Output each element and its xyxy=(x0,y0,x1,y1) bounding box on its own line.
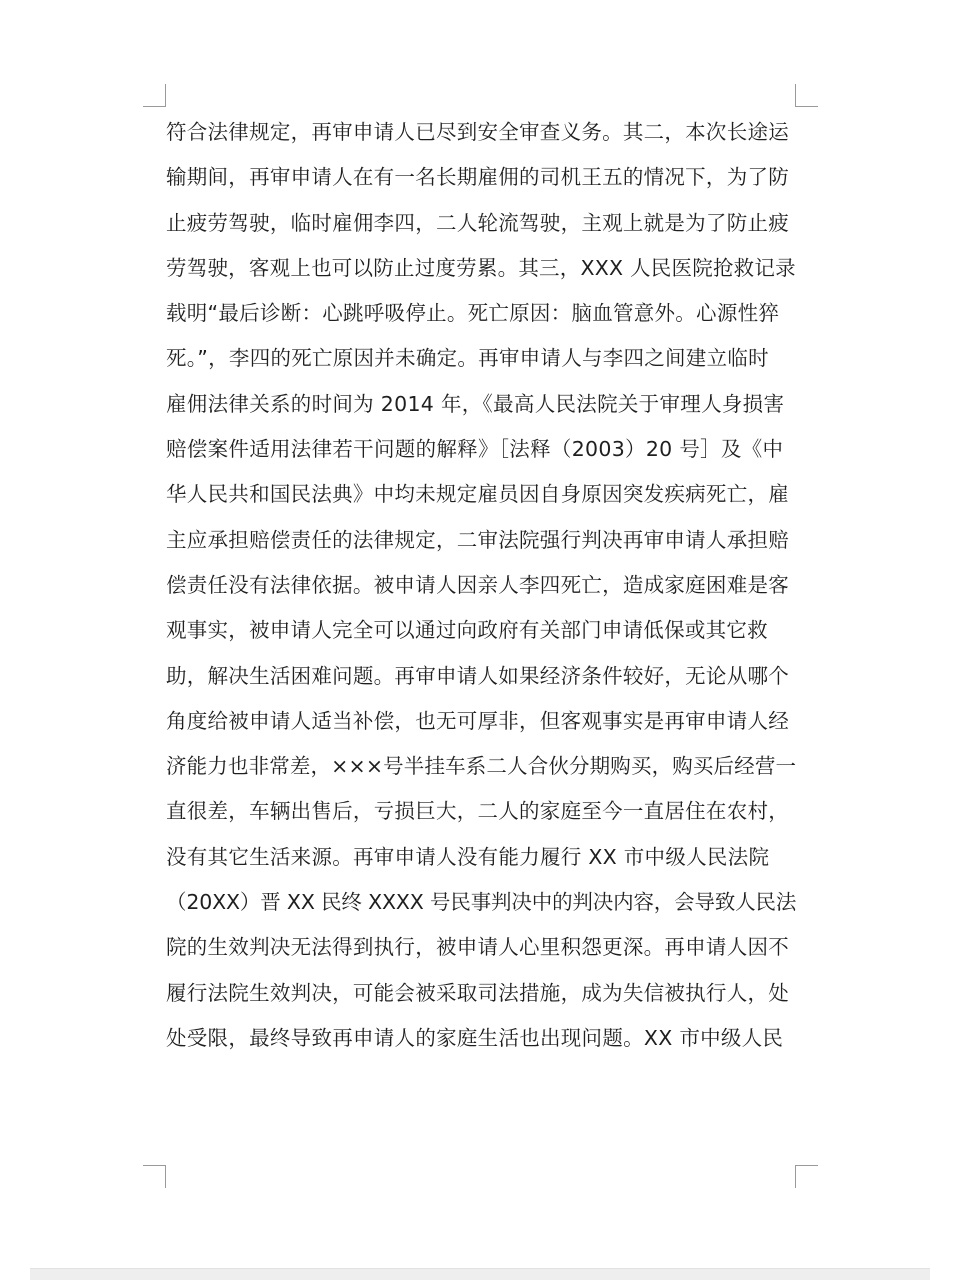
crop-mark-bottom-right xyxy=(795,1165,818,1188)
text-line: 载明“最后诊断：心跳呼吸停止。死亡原因：脑血管意外。心源性猝 xyxy=(166,301,780,326)
text-line: 直很差，车辆出售后，亏损巨大，二人的家庭至今一直居住在农村， xyxy=(166,799,789,824)
crop-mark-top-right xyxy=(795,84,818,107)
text-line: 助，解决生活困难问题。再审申请人如果经济条件较好，无论从哪个 xyxy=(166,663,789,688)
text-line: 济能力也非常差，×××号半挂车系二人合伙分期购买，购买后经营一 xyxy=(166,754,797,779)
text-line: 雇佣法律关系的时间为 2014 年，《最高人民法院关于审理人身损害 xyxy=(166,391,785,416)
text-line: 输期间，再审申请人在有一名长期雇佣的司机王五的情况下，为了防 xyxy=(166,165,789,190)
text-line: 符合法律规定，再审申请人已尽到安全审查义务。其二，本次长途运 xyxy=(166,120,789,144)
page-separator-bar xyxy=(30,1268,930,1280)
text-line: 止疲劳驾驶，临时雇佣李四，二人轮流驾驶，主观上就是为了防止疲 xyxy=(166,210,789,235)
text-line: 履行法院生效判决，可能会被采取司法措施，成为失信被执行人，处 xyxy=(166,980,789,1005)
text-line: （20XX）晋 XX 民终 XXXX 号民事判决中的判决内容，会导致人民法 xyxy=(166,890,797,915)
document-body[interactable] xyxy=(166,110,806,1061)
text-line: 角度给被申请人适当补偿，也无可厚非，但客观事实是再审申请人经 xyxy=(166,708,789,733)
text-line: 没有其它生活来源。再审申请人没有能力履行 XX 市中级人民法院 xyxy=(166,844,770,869)
text-line: 偿责任没有法律依据。被申请人因亲人李四死亡，造成家庭困难是客 xyxy=(166,572,789,597)
crop-mark-bottom-left xyxy=(143,1165,166,1188)
crop-mark-top-left xyxy=(143,84,166,107)
text-line: 劳驾驶，客观上也可以防止过度劳累。其三，XXX 人民医院抢救记录 xyxy=(166,255,796,280)
text-line: 主应承担赔偿责任的法律规定，二审法院强行判决再审申请人承担赔 xyxy=(166,527,789,552)
text-line: 赔偿案件适用法律若干问题的解释》［法释（2003）20 号］及《中 xyxy=(166,437,784,462)
text-line: 死。”，李四的死亡原因并未确定。再审申请人与李四之间建立临时 xyxy=(166,346,769,371)
text-line: 观事实，被申请人完全可以通过向政府有关部门申请低保或其它救 xyxy=(166,618,768,643)
text-line: 处受限，最终导致再申请人的家庭生活也出现问题。XX 市中级人民 xyxy=(166,1025,784,1050)
text-line: 华人民共和国民法典》中均未规定雇员因自身原因突发疾病死亡，雇 xyxy=(166,482,789,507)
text-line: 院的生效判决无法得到执行，被申请人心里积怨更深。再申请人因不 xyxy=(166,935,789,960)
